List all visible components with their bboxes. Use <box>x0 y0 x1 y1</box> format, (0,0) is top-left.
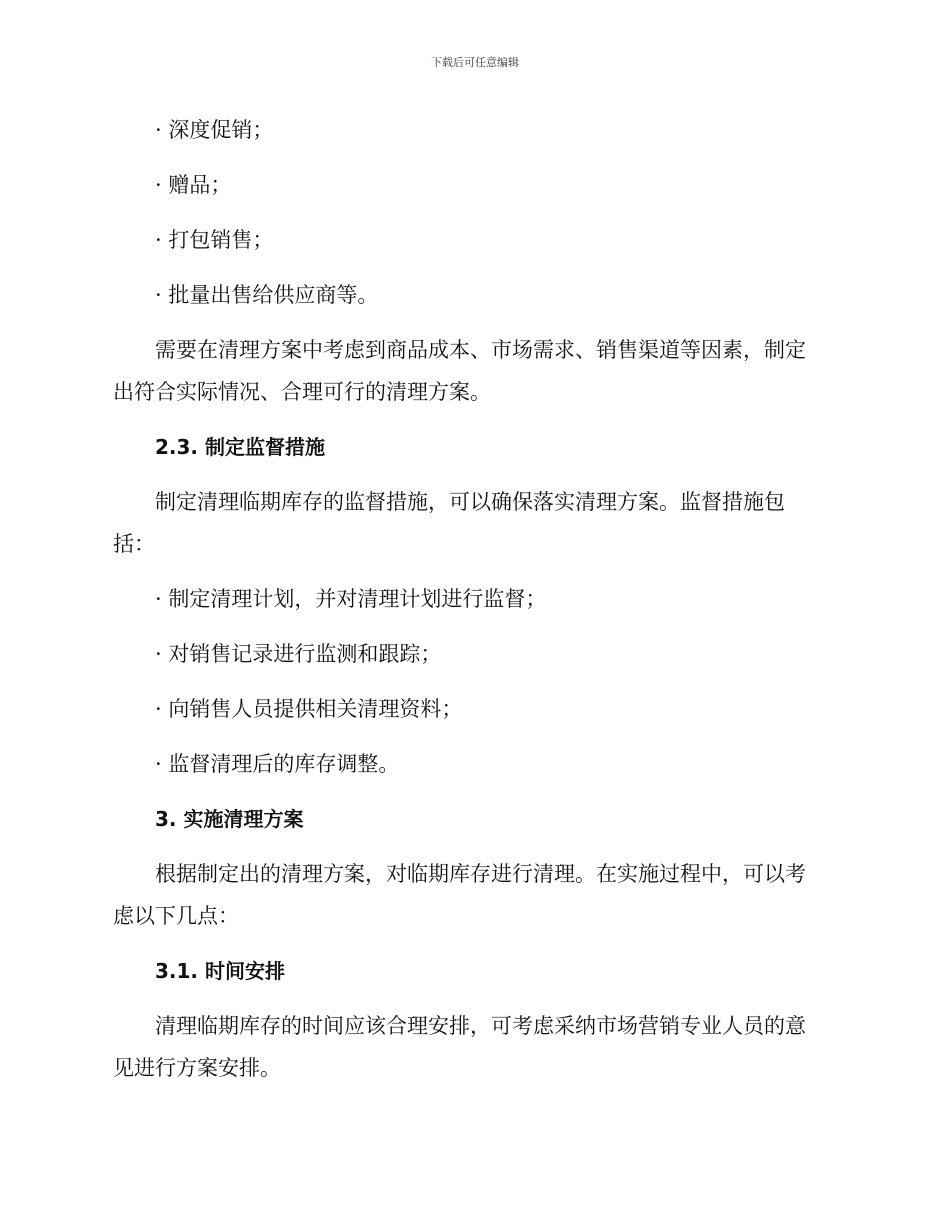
paragraph-line: 清理临期库存的时间应该合理安排，可考虑采纳市场营销专业人员的意 <box>155 1014 806 1038</box>
bullet-item: · 深度促销； <box>155 118 274 142</box>
bullet-item: · 批量出售给供应商等。 <box>155 283 379 307</box>
bullet-item: · 赠品； <box>155 173 232 197</box>
section-heading-3: 3. 实施清理方案 <box>155 807 304 831</box>
paragraph-line: 括： <box>113 532 155 556</box>
page-header-note: 下载后可任意编辑 <box>431 56 519 69</box>
paragraph-line: 需要在清理方案中考虑到商品成本、市场需求、销售渠道等因素，制定 <box>155 338 806 362</box>
section-heading-3-1: 3.1. 时间安排 <box>155 959 285 983</box>
bullet-item: · 向销售人员提供相关清理资料； <box>155 697 463 721</box>
bullet-item: · 对销售记录进行监测和跟踪； <box>155 642 442 666</box>
paragraph-line: 见进行方案安排。 <box>113 1056 281 1080</box>
bullet-item: · 制定清理计划，并对清理计划进行监督； <box>155 587 547 611</box>
bullet-item: · 打包销售； <box>155 228 274 252</box>
paragraph-cleanup-plan <box>113 329 833 413</box>
paragraph-implementation <box>113 853 833 937</box>
section-heading-2-3: 2.3. 制定监督措施 <box>155 435 325 459</box>
bullet-item: · 监督清理后的库存调整。 <box>155 752 400 776</box>
paragraph-schedule <box>113 1005 833 1089</box>
paragraph-supervision <box>113 481 833 565</box>
paragraph-line: 根据制定出的清理方案，对临期库存进行清理。在实施过程中，可以考 <box>155 862 806 886</box>
paragraph-line: 出符合实际情况、合理可行的清理方案。 <box>113 380 491 404</box>
paragraph-line: 制定清理临期库存的监督措施，可以确保落实清理方案。监督措施包 <box>155 490 785 514</box>
document-body <box>113 109 833 1102</box>
paragraph-line: 虑以下几点： <box>113 904 239 928</box>
